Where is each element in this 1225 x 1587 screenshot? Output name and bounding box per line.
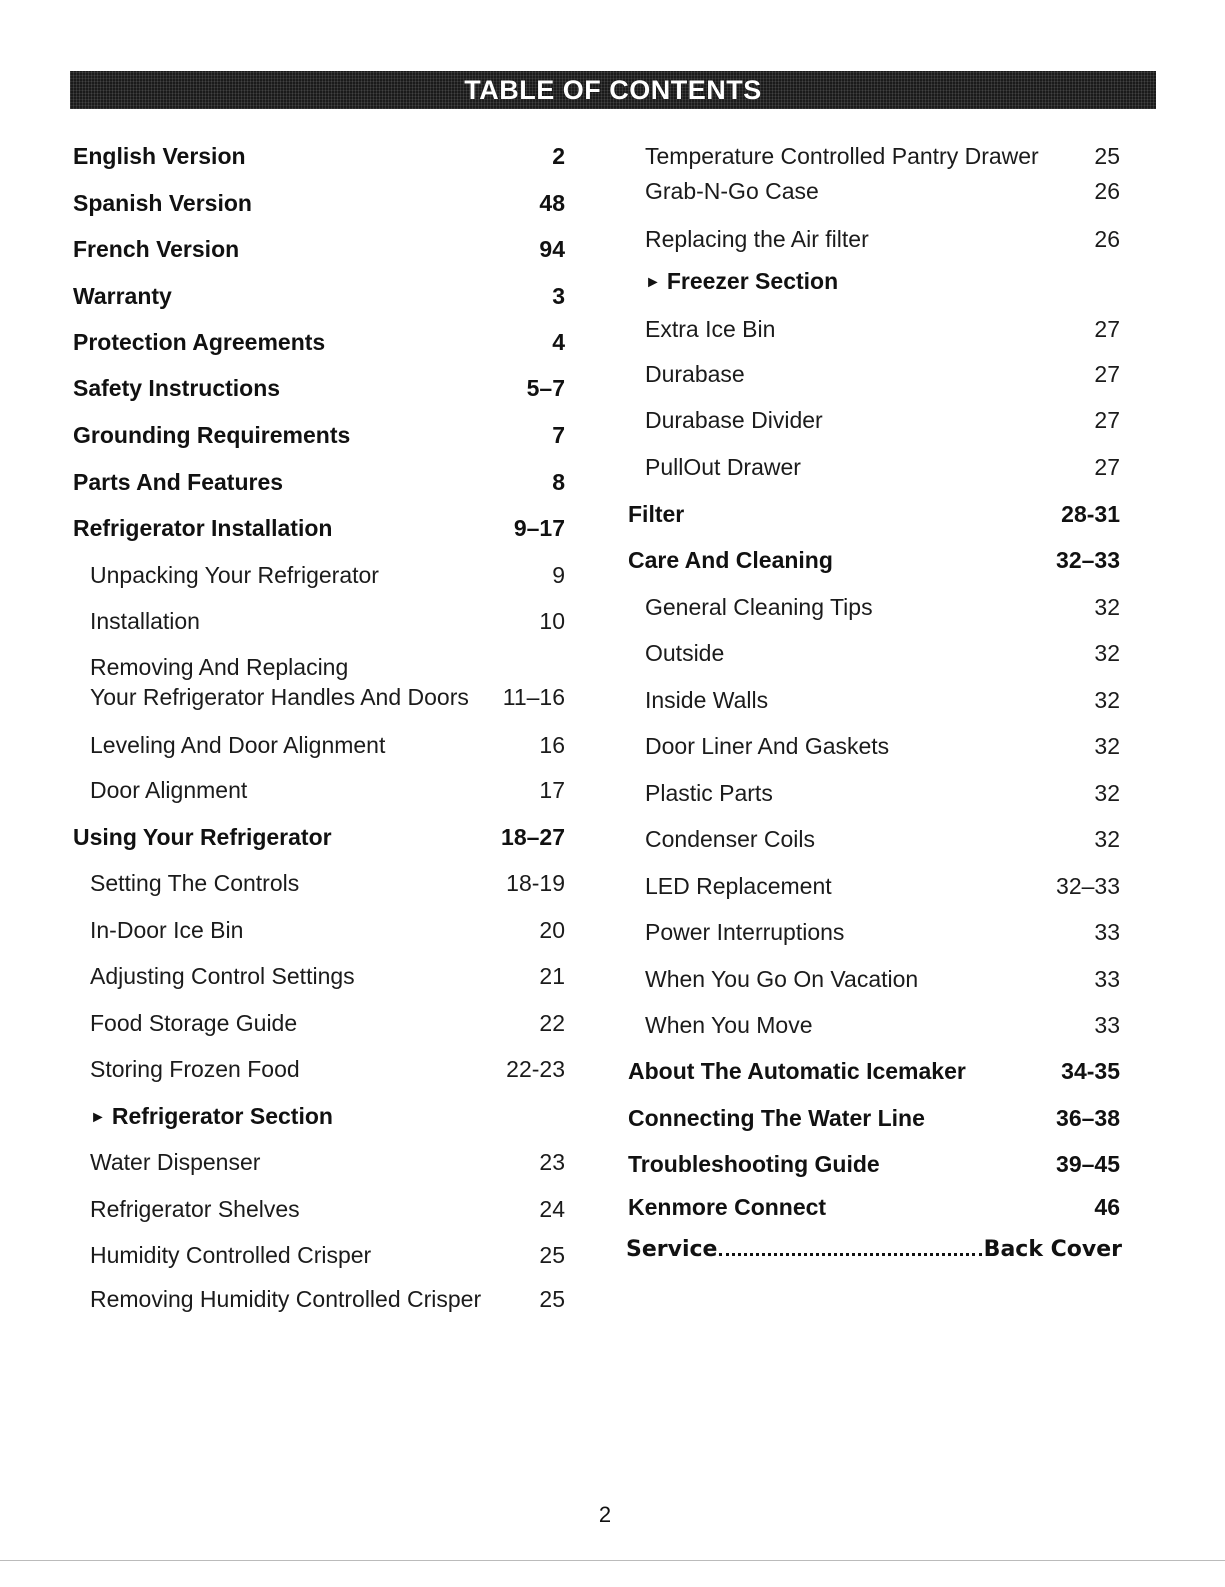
- toc-entry-label: Connecting The Water Line: [628, 1105, 925, 1131]
- toc-entry-page: 4: [552, 329, 565, 355]
- toc-entry-page: 28-31: [1061, 501, 1120, 527]
- toc-entry-label: [645, 267, 838, 299]
- toc-entry-page: 46: [1094, 1194, 1120, 1220]
- toc-entry[interactable]: [628, 1150, 1120, 1178]
- toc-entry-label: Refrigerator Shelves: [90, 1196, 300, 1222]
- toc-subentry[interactable]: [645, 453, 1120, 481]
- toc-entry-page: 39–45: [1056, 1151, 1120, 1177]
- toc-entry-label: When You Go On Vacation: [645, 966, 919, 992]
- toc-entry-label: LED Replacement: [645, 873, 832, 899]
- toc-subentry[interactable]: [90, 561, 565, 589]
- toc-entry-page: 18–27: [501, 824, 565, 850]
- toc-entry-page: 9–17: [513, 515, 565, 541]
- toc-entry-page: 17: [539, 777, 565, 803]
- toc-entry-page: 33: [1094, 966, 1120, 992]
- toc-subentry[interactable]: [90, 869, 565, 897]
- toc-subentry[interactable]: [90, 1009, 565, 1037]
- toc-entry-page: 8: [552, 469, 565, 495]
- toc-entry-page: 26: [1094, 178, 1120, 204]
- toc-entry[interactable]: [73, 235, 565, 263]
- triangle-right-icon: ►: [90, 1109, 106, 1126]
- toc-entry-label: Power Interruptions: [645, 919, 845, 945]
- toc-entry-label: Leveling And Door Alignment: [90, 732, 386, 758]
- toc-entry-page: 32–33: [1056, 547, 1120, 573]
- toc-entry-label: Kenmore Connect: [628, 1194, 827, 1220]
- toc-subentry[interactable]: [645, 732, 1120, 760]
- toc-subentry[interactable]: [645, 872, 1120, 900]
- toc-entry-label: When You Move: [645, 1012, 813, 1038]
- toc-entry-label: Care And Cleaning: [628, 547, 833, 573]
- page-title: TABLE OF CONTENTS: [464, 74, 762, 105]
- toc-entry-page: 27: [1094, 316, 1120, 342]
- service-label: Service: [626, 1237, 718, 1262]
- toc-subsection-heading[interactable]: [90, 1102, 565, 1134]
- toc-entry-page: 25: [539, 1286, 565, 1312]
- toc-entry[interactable]: [628, 546, 1120, 574]
- toc-subentry[interactable]: [645, 225, 1120, 253]
- toc-entry-label: In-Door Ice Bin: [90, 917, 244, 943]
- toc-entry-label: Unpacking Your Refrigerator: [90, 562, 379, 588]
- toc-entry-page: 11–16: [502, 684, 565, 710]
- toc-entry-label: Grounding Requirements: [73, 422, 351, 448]
- toc-subentry[interactable]: [645, 406, 1120, 434]
- toc-entry-page: 21: [539, 963, 565, 989]
- toc-subsection-label: Refrigerator Section: [111, 1103, 333, 1129]
- toc-entry[interactable]: [628, 500, 1120, 528]
- toc-entry-label: Protection Agreements: [73, 329, 326, 355]
- toc-entry-page: 33: [1094, 1012, 1120, 1038]
- toc-entry[interactable]: [73, 142, 565, 170]
- toc-entry-label: Replacing the Air filter: [645, 226, 869, 252]
- toc-entry-page: 26: [1094, 226, 1120, 252]
- toc-entry-page: 22-23: [506, 1056, 565, 1082]
- toc-entry-label: Troubleshooting Guide: [628, 1151, 880, 1177]
- toc-entry-page: 7: [552, 422, 565, 448]
- toc-entry-page: 16: [539, 732, 565, 758]
- toc-entry-label: Durabase: [645, 361, 745, 387]
- toc-entry-page: 20: [539, 917, 565, 943]
- toc-entry-page: 32: [1094, 640, 1120, 666]
- toc-entry-page: 36–38: [1056, 1105, 1120, 1131]
- toc-entry-page: 25: [539, 1242, 565, 1268]
- toc-subentry[interactable]: [90, 1055, 565, 1083]
- toc-entry-label: Outside: [645, 640, 725, 666]
- toc-entry-page: 10: [539, 608, 565, 634]
- toc-entry-page: 18-19: [506, 870, 565, 896]
- toc-subentry[interactable]: [90, 731, 565, 759]
- toc-entry-page: 32–33: [1056, 873, 1120, 899]
- toc-subentry[interactable]: [645, 1011, 1120, 1039]
- toc-entry[interactable]: [73, 282, 565, 310]
- toc-entry-page: 32: [1094, 733, 1120, 759]
- toc-entry-label: Door Liner And Gaskets: [645, 733, 890, 759]
- toc-entry-label: Refrigerator Installation: [73, 515, 333, 541]
- toc-entry[interactable]: [73, 374, 565, 402]
- triangle-right-icon: ►: [645, 274, 661, 291]
- toc-subentry[interactable]: [645, 177, 1120, 205]
- toc-entry-label: Warranty: [73, 283, 172, 309]
- toc-entry-page: 27: [1094, 454, 1120, 480]
- toc-entry-label: Plastic Parts: [645, 780, 773, 806]
- toc-subsection-label: Freezer Section: [666, 268, 839, 294]
- toc-entry[interactable]: [73, 823, 565, 851]
- toc-subentry[interactable]: [90, 1285, 565, 1313]
- toc-entry-label: Adjusting Control Settings: [90, 963, 355, 989]
- toc-header-bar: [70, 71, 1156, 109]
- toc-entry-page: 24: [539, 1196, 565, 1222]
- toc-subentry[interactable]: [645, 965, 1120, 993]
- toc-subentry[interactable]: [645, 825, 1120, 853]
- toc-entry[interactable]: [628, 1104, 1120, 1132]
- toc-subentry[interactable]: [90, 1241, 565, 1269]
- toc-entry-label: [90, 652, 469, 712]
- toc-entry-label: French Version: [73, 236, 240, 262]
- toc-entry-page: 5–7: [526, 375, 565, 401]
- toc-entry-label: Setting The Controls: [90, 870, 300, 896]
- toc-entry-page: 34-35: [1061, 1058, 1120, 1084]
- toc-entry-label: Parts And Features: [73, 469, 284, 495]
- toc-subentry[interactable]: [645, 315, 1120, 343]
- bottom-divider: [0, 1560, 1225, 1561]
- toc-entry-label: About The Automatic Icemaker: [628, 1058, 966, 1084]
- toc-entry-page: 33: [1094, 919, 1120, 945]
- page-number: 2: [598, 1502, 612, 1527]
- toc-entry-label: Humidity Controlled Crisper: [90, 1242, 372, 1268]
- toc-entry-label: Storing Frozen Food: [90, 1056, 300, 1082]
- toc-subentry[interactable]: [645, 639, 1120, 667]
- toc-entry-page: 2: [552, 143, 565, 169]
- toc-entry-label: Condenser Coils: [645, 826, 816, 852]
- toc-entry-label: Spanish Version: [73, 190, 252, 216]
- toc-subentry[interactable]: [90, 776, 565, 804]
- toc-entry-page: 94: [539, 236, 565, 262]
- toc-subentry[interactable]: [90, 1195, 565, 1223]
- toc-subentry[interactable]: [90, 1148, 565, 1176]
- toc-entry-page: 32: [1094, 594, 1120, 620]
- toc-entry[interactable]: [628, 1193, 1120, 1221]
- toc-entry-label-line1: Removing And Replacing: [90, 654, 349, 680]
- toc-subentry[interactable]: [90, 652, 565, 712]
- toc-entry-label: General Cleaning Tips: [645, 594, 873, 620]
- toc-entry-page: 3: [552, 283, 565, 309]
- toc-subentry[interactable]: [90, 607, 565, 635]
- toc-entry-label: Using Your Refrigerator: [73, 824, 332, 850]
- toc-entry-label: Door Alignment: [90, 777, 248, 803]
- toc-entry-page: 25: [1094, 143, 1120, 169]
- toc-subentry[interactable]: [645, 779, 1120, 807]
- toc-entry-page: 23: [539, 1149, 565, 1175]
- toc-entry-label: [90, 1102, 333, 1134]
- toc-entry-page: 32: [1094, 687, 1120, 713]
- toc-subentry[interactable]: [645, 918, 1120, 946]
- toc-entry-label: English Version: [73, 143, 246, 169]
- toc-entry-page: 22: [539, 1010, 565, 1036]
- toc-subentry[interactable]: [645, 593, 1120, 621]
- toc-entry-label: Inside Walls: [645, 687, 769, 713]
- toc-subentry[interactable]: [645, 686, 1120, 714]
- toc-subsection-heading[interactable]: [645, 267, 1120, 299]
- toc-subentry[interactable]: [90, 916, 565, 944]
- toc-entry[interactable]: [73, 514, 565, 542]
- toc-entry-page: 9: [552, 562, 565, 588]
- toc-entry-label: Food Storage Guide: [90, 1010, 298, 1036]
- toc-entry-label-line2: Your Refrigerator Handles And Doors: [90, 684, 469, 710]
- toc-entry[interactable]: [628, 1057, 1120, 1085]
- toc-entry-page: 27: [1094, 361, 1120, 387]
- toc-entry-label: Durabase Divider: [645, 407, 823, 433]
- toc-entry-label: Water Dispenser: [90, 1149, 261, 1175]
- toc-entry-label: Removing Humidity Controlled Crisper: [90, 1286, 482, 1312]
- service-page: Back Cover: [983, 1237, 1122, 1262]
- toc-entry[interactable]: [73, 189, 565, 217]
- leader-dots: [719, 1235, 981, 1256]
- toc-entry-page: 32: [1094, 826, 1120, 852]
- toc-entry-label: Extra Ice Bin: [645, 316, 776, 342]
- toc-entry-label: Grab-N-Go Case: [645, 178, 819, 204]
- toc-entry-page: 27: [1094, 407, 1120, 433]
- toc-entry[interactable]: [73, 468, 565, 496]
- toc-entry-label: Safety Instructions: [73, 375, 281, 401]
- toc-entry-label: Installation: [90, 608, 200, 634]
- toc-subentry[interactable]: [645, 360, 1120, 388]
- toc-entry[interactable]: [73, 328, 565, 356]
- toc-entry-service[interactable]: [626, 1235, 1122, 1263]
- toc-entry-label: PullOut Drawer: [645, 454, 801, 480]
- toc-entry-label: Filter: [628, 501, 685, 527]
- toc-entry[interactable]: [73, 421, 565, 449]
- toc-entry-page: 32: [1094, 780, 1120, 806]
- toc-subentry[interactable]: [90, 962, 565, 990]
- toc-entry-page: 48: [539, 190, 565, 216]
- toc-subentry[interactable]: [645, 142, 1120, 170]
- toc-entry-label: Temperature Controlled Pantry Drawer: [645, 143, 1039, 169]
